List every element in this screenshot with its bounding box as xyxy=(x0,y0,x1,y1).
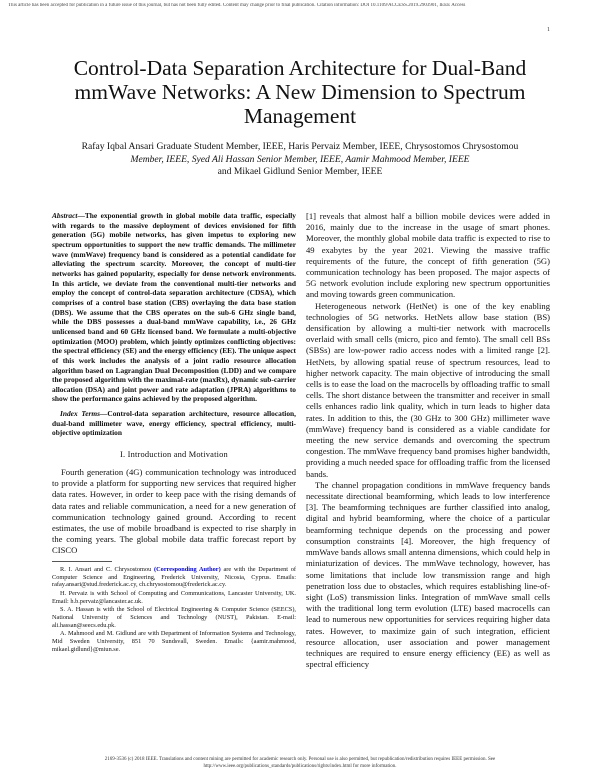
right-paragraph-2: Heterogeneous network (HetNet) is one of the key enabling technologies of 5G networks. HetNets allow base station (BS) densification by allowing a multi-tier network with macrocells overlaid with small cells (micro, pico and femto). The small cell BSs (SBSs) are low-power radio access nodes with a limited range [2]. HetNets, by allowing spatial reuse of spectrum resources, lead to higher network capacity. The main objective of introducing the small cells is to ease the load on the macrocells by offloading traffic to small cells. The short distance between the transmitter and receiver in small cells enhances radio link quality, which in turn leads to higher data rates. In addition to this, the (30 GHz to 300 GHz) millimeter wave (mmWave) frequency band is considered as a viable candidate for meeting the new service demands and overcoming the spectrum congestion. The mmWave frequency band promises higher bandwidth, providing a much needed space for offloading traffic from the licensed bands. xyxy=(306,300,550,479)
footnote-4: A. Mahmood and M. Gidlund are with Department of Information Systems and Technology, Mid Sweden University, 851 70 Sundsvall, Sweden. Emails: {aamir.mahmood, mikael.gidlund}@miun.se. xyxy=(52,630,296,654)
right-column xyxy=(306,211,550,670)
journal-banner: This article has been accepted for publication in a future issue of this journal, but has not been fully edited. Content may change prior to final publication. Citation information: DOI 10.1109/ACCESS.2019.2903901, IEEE Access xyxy=(8,3,466,8)
right-paragraph-1: [1] reveals that almost half a billion mobile devices were added in 2016, mainly due to the increase in the usage of smart phones. Moreover, the monthly global mobile data traffic is expected to rise to 49 exabytes by the year 2021. Viewing the massive traffic requirements of the future, the concept of fifth generation (5G) communication technology has been proposed. The major aspects of 5G network evolution include exploring new spectrum opportunities and moving towards green communication. xyxy=(306,211,550,300)
right-paragraph-3: The channel propagation conditions in mmWave frequency bands necessitate directional beamforming, which leads to low interference [3]. The beamforming techniques are further classified into analog, digital and hybrid beamforming, where the choice of a particular beamforming technique depends on the processing and power consumption constraints [4]. Moreover, the high frequency of mmWave bands allows small antenna dimensions, which could help in miniaturization of devices. The mmWave technology, however, has some limitations that include low transmission range and high penetration loss due to obstacles, which requires establishing line-of-sight (LoS) transmission links. Integration of mmWave small cells with the traditional long term evolution (LTE) based macrocells can lead to numerous new opportunities for services requiring higher data rates. However, to maximize gain of such integration, efficient resource allocation, user association and power management techniques are required to ensure energy efficiency (EE) as well as spectral efficiency xyxy=(306,479,550,670)
abstract-text: —The exponential growth in global mobile data traffic, especially with regards to the massive deployment of devices envisioned for fifth generation (5G) mobile networks, has given impetus to exploring new spectrum opportunities to support the new traffic demands. The millimeter wave (mmWave) frequency band is considered as a potential candidate for alleviating the spectrum scarcity. Moreover, the concept of multi-tier networks has gained popularity, especially for dense network environments. In this article, we deviate from the conventional multi-tier networks and employ the concept of control-data separation architecture (CDSA), which comprises of a control base station (CBS) overlaying the data base station (DBS). We assume that the CBS operates on the sub-6 GHz single band, while the DBS possesses a dual-band mmWave capability, i.e., 26 GHz unlicensed band and 60 GHz licensed band. We formulate a multi-objective optimization (MOO) problem, which jointly optimizes conflicting objectives: the spectral efficiency (SE) and the energy efficiency (EE). The unique aspect of this work includes the analysis of a joint radio resource allocation algorithm based on Lagrangian Dual Decomposition (LDD) and we compare the proposed algorithm with the maximal-rate (maxRx), dynamic sub-carrier allocation (DSA) and joint power and rate adaptation (JPRA) algorithms to show the performance gains achieved by the proposed algorithm. xyxy=(52,211,296,404)
abstract xyxy=(52,211,296,404)
page-number: 1 xyxy=(547,27,550,33)
copyright-footer xyxy=(30,756,570,770)
footnotes xyxy=(52,566,296,654)
authors-line-2: Member, IEEE, Syed Ali Hassan Senior Member, IEEE, Aamir Mahmood Member, IEEE xyxy=(130,153,470,165)
footnote-1: R. I. Ansari and C. Chrysostomou (Corresponding Author) are with the Department of Computer Science and Engineering, Frederick University, Nicosia, Cyprus. Emails: rafay.ansari@stud.frederick.ac.cy, ch.chrysostomou@frederick.ac.cy. xyxy=(52,565,297,589)
corresponding-author-link[interactable]: (Corresponding Author) xyxy=(154,565,221,573)
index-terms xyxy=(52,409,296,438)
left-column xyxy=(52,211,296,655)
authors-line-1: Rafay Iqbal Ansari Graduate Student Member, IEEE, Haris Pervaiz Member, IEEE, Chrysostomos Chrysostomou xyxy=(81,141,519,152)
abstract-label: Abstract xyxy=(52,211,78,220)
intro-paragraph-1: Fourth generation (4G) communication technology was introduced to provide a platform for supporting new services that required higher data rates. However, in order to keep pace with the rising demands of data rates and reliable communication, a need for a new generation of communication technology gained ground. According to recent estimates, the use of mobile broadband is expected to rise sharply in the coming years. The global mobile data traffic forecast report by CISCO xyxy=(52,467,296,556)
authors-line-3: and Mikael Gidlund Senior Member, IEEE xyxy=(217,166,383,178)
footer-link[interactable]: http://www.ieee.org/publications_standards/publications/rights/index.html for more information. xyxy=(203,764,397,769)
author-list xyxy=(40,141,560,179)
section-heading-introduction: I. Introduction and Motivation xyxy=(120,450,228,460)
footnote-divider xyxy=(52,561,112,562)
index-terms-text: —Control-data separation architecture, resource allocation, dual-band millimeter wave, energy efficiency, spectral efficiency, multi-objective optimization xyxy=(52,409,296,438)
footnote-2: H. Pervaiz is with School of Computing and Communications, Lancaster University, UK. Email: h.b.pervaiz@lancaster.ac.uk. xyxy=(52,589,296,605)
footer-line-1: 2169-3536 (c) 2018 IEEE. Translations and content mining are permitted for academic research only. Personal use is also permitted, but republication/redistribution requires IEEE permission. See xyxy=(104,757,496,762)
footnote-3: S. A. Hassan is with the School of Electrical Engineering & Computer Science (SEECS), National University of Sciences and Technology (NUST), Pakistan. E-mail: ali.hassan@seecs.edu.pk. xyxy=(52,606,296,629)
paper-title: Control-Data Separation Architecture for Dual-Band mmWave Networks: A New Dimension to Spectrum Management xyxy=(73,56,527,128)
index-terms-label: Index Terms xyxy=(60,409,100,419)
